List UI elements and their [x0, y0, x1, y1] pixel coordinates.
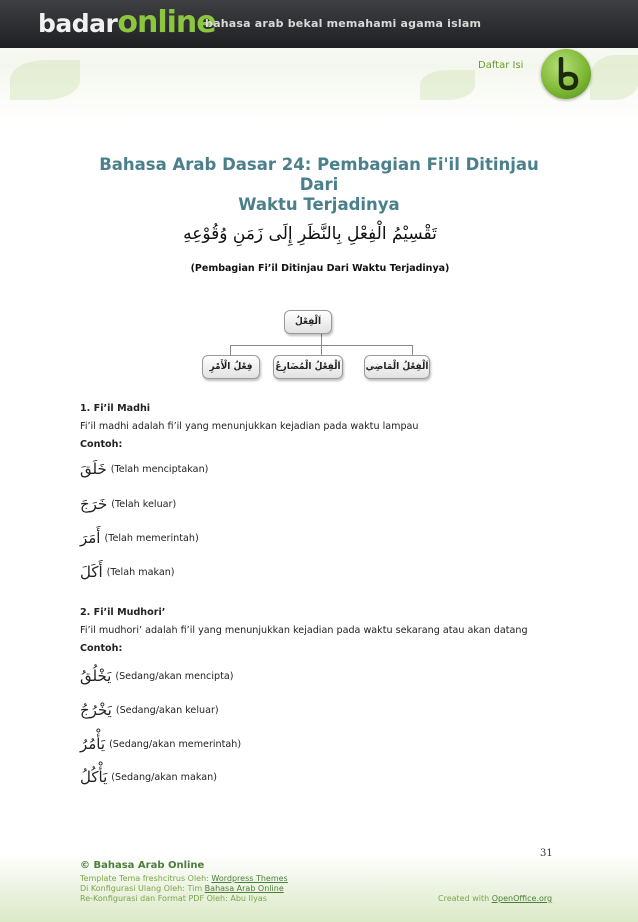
example-arabic: أَكَلَ — [80, 563, 103, 581]
example-meaning: (Sedang/akan makan) — [111, 771, 217, 783]
header-bar — [0, 0, 638, 48]
footer-template-text: Template Tema freshcitrus Oleh: — [80, 874, 212, 883]
fiil-division-diagram — [198, 305, 444, 385]
example-meaning: (Telah keluar) — [111, 498, 177, 510]
example-row — [80, 459, 208, 479]
example-meaning: (Sedang/akan mencipta) — [115, 670, 234, 682]
example-arabic: يَأْمُرُ — [80, 735, 106, 753]
example-row — [80, 700, 219, 720]
page-header — [0, 0, 638, 120]
site-logo[interactable] — [38, 5, 216, 41]
example-meaning: (Telah menciptakan) — [110, 463, 209, 475]
heading-translation: (Pembagian Fi’il Ditinjau Dari Waktu Terjadinya) — [190, 263, 450, 274]
example-row — [80, 767, 217, 787]
diagram-box-fiil-amr: فِعْلُ الْأَمْرِ — [202, 355, 260, 379]
letter-b-icon — [552, 57, 580, 91]
section-definition: Fi’il mudhori’ adalah fi’il yang menunjukkan kejadian pada waktu sekarang atau akan datang — [80, 625, 528, 636]
diagram-connector — [230, 345, 231, 355]
footer-created-text: Created with — [438, 894, 492, 903]
section-definition: Fi’il madhi adalah fi’il yang menunjukkan kejadian pada waktu lampau — [80, 421, 419, 432]
logo-badge-icon — [541, 49, 591, 99]
diagram-connector — [412, 345, 413, 355]
logo-text-online: online — [117, 5, 216, 40]
bahasa-arab-online-link[interactable]: Bahasa Arab Online — [204, 884, 284, 893]
example-meaning: (Sedang/akan memerintah) — [109, 738, 242, 750]
footer-config-text: Di Konfigurasi Ulang Oleh: Tim — [80, 884, 205, 893]
page-title — [80, 155, 558, 215]
example-meaning: (Telah makan) — [106, 566, 175, 578]
example-row — [80, 734, 241, 754]
arabic-heading: تَقْسِيْمُ الْفِعْلِ بِالنَّظَرِ إِلَى زَمَنِ وُقُوْعِهِ — [183, 224, 437, 244]
example-meaning: (Sedang/akan keluar) — [115, 704, 219, 716]
examples-label: Contoh: — [80, 643, 123, 654]
footer-config-credit — [80, 884, 284, 893]
example-arabic: يَخْرُجُ — [80, 701, 112, 719]
logo-text-badar: badar — [38, 9, 118, 38]
diagram-connector — [321, 333, 322, 345]
example-row — [80, 528, 199, 548]
diagram-box-fiil-mudhori: اَلْفِعْلُ الْمُضَارِعُ — [273, 355, 343, 379]
example-arabic: يَأْكُلُ — [80, 768, 108, 786]
example-arabic: خَرَجَ — [80, 495, 108, 513]
footer-pdf-credit: Re-Konfigurasi dan Format PDF Oleh: Abu Ilyas — [80, 894, 267, 903]
footer-template-credit — [80, 874, 288, 883]
footer-created-with — [438, 894, 552, 903]
examples-label: Contoh: — [80, 439, 123, 450]
example-row — [80, 562, 175, 582]
section-fiil-mudhori — [80, 604, 570, 658]
page-number: 31 — [540, 848, 553, 859]
section-heading: 1. Fi’il Madhi — [80, 403, 151, 414]
example-arabic: خَلَقَ — [80, 460, 107, 478]
footer-copyright: © Bahasa Arab Online — [80, 860, 205, 871]
section-heading: 2. Fi’il Mudhori’ — [80, 607, 166, 618]
leaf-decoration — [10, 60, 80, 100]
page-title-line-1: Bahasa Arab Dasar 24: Pembagian Fi'il Ditinjau Dari — [99, 155, 539, 194]
example-arabic: أَمَرَ — [80, 529, 101, 547]
example-arabic: يَخْلُقُ — [80, 667, 112, 685]
leaf-decoration — [420, 70, 475, 100]
example-meaning: (Telah memerintah) — [104, 532, 199, 544]
section-fiil-madhi — [80, 400, 570, 454]
diagram-connector — [321, 345, 322, 355]
example-row — [80, 494, 176, 514]
openoffice-link[interactable]: OpenOffice.org — [491, 894, 553, 903]
diagram-box-fiil-madhi: اَلْفِعْلُ الْمَاضِي — [364, 355, 430, 379]
table-of-contents-link[interactable]: Daftar Isi — [478, 60, 524, 71]
leaf-decoration — [590, 55, 638, 100]
page-title-line-2: Waktu Terjadinya — [238, 195, 400, 214]
example-row — [80, 666, 233, 686]
diagram-root-box: اَلْفِعْلُ — [284, 310, 332, 334]
site-tagline: bahasa arab bekal memahami agama islam — [205, 17, 482, 30]
wordpress-themes-link[interactable]: Wordpress Themes — [211, 874, 288, 883]
